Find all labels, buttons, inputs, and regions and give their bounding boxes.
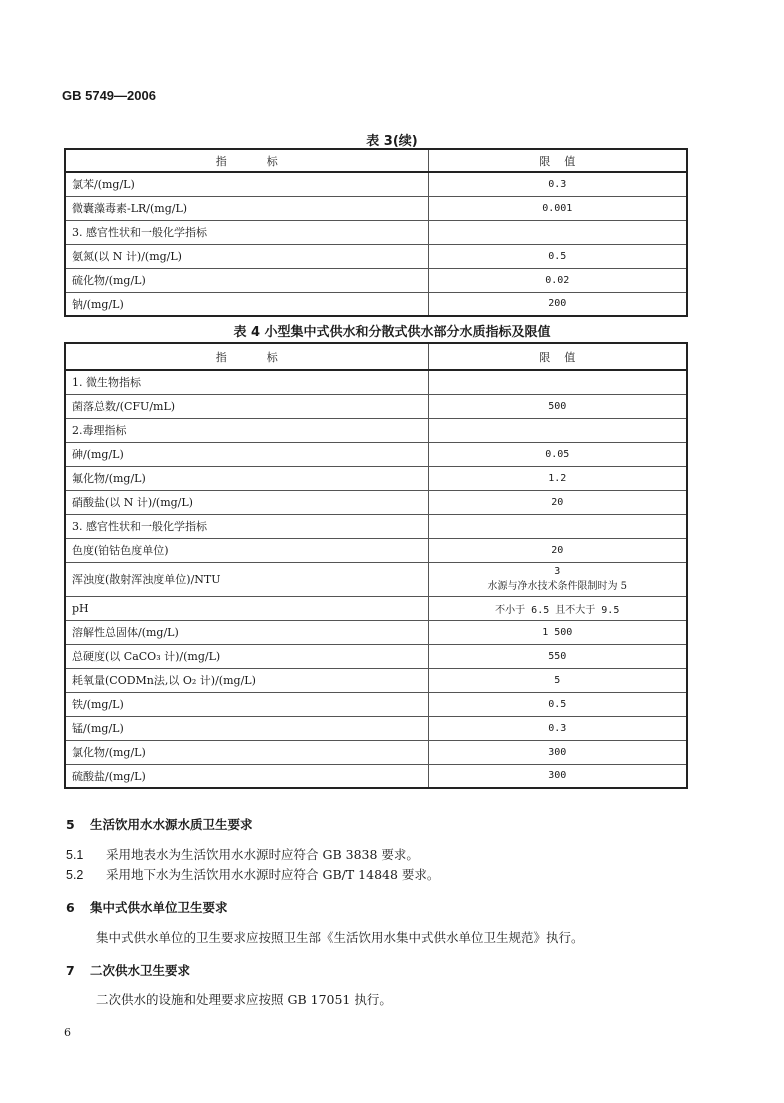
- clause-text: 采用地下水为生活饮用水水源时应符合 GB/T 14848 要求。: [106, 867, 440, 882]
- indicator-cell: 砷/(mg/L): [65, 442, 428, 466]
- limit-cell: 20: [428, 490, 687, 514]
- limit-cell: 0.02: [428, 268, 687, 292]
- standard-number: GB 5749—2006: [62, 88, 156, 103]
- table-row: [65, 740, 687, 764]
- table-row: [65, 538, 687, 562]
- table-row: [65, 244, 687, 268]
- indicator-cell: 菌落总数/(CFU/mL): [65, 394, 428, 418]
- table-row: [65, 668, 687, 692]
- table-row: [65, 562, 687, 596]
- limit-cell: [428, 418, 687, 442]
- table-section-row: [65, 418, 687, 442]
- table-section-row: [65, 514, 687, 538]
- limit-cell: 0.5: [428, 244, 687, 268]
- limit-cell: 0.3: [428, 172, 687, 196]
- limit-note: 水源与净水技术条件限制时为 5: [487, 581, 628, 592]
- table-row: [65, 764, 687, 788]
- indicator-cell: 硝酸盐(以 N 计)/(mg/L): [65, 490, 428, 514]
- clause-5-2: [66, 865, 439, 883]
- clause-number: 5.1: [66, 848, 84, 862]
- indicator-cell: 氯苯/(mg/L): [65, 172, 428, 196]
- limit-cell: 300: [428, 764, 687, 788]
- limit-cell: 200: [428, 292, 687, 316]
- limit-cell: 0.5: [428, 692, 687, 716]
- limit-cell: 1.2: [428, 466, 687, 490]
- indicator-cell: pH: [65, 596, 428, 620]
- indicator-cell: 耗氧量(CODMn法,以 O₂ 计)/(mg/L): [65, 668, 428, 692]
- table4-col-indicator: 指标: [65, 343, 428, 370]
- section-number: 5: [66, 817, 75, 832]
- limit-cell: 1 500: [428, 620, 687, 644]
- limit-cell: [428, 514, 687, 538]
- indicator-cell: 总硬度(以 CaCO₃ 计)/(mg/L): [65, 644, 428, 668]
- table-row: [65, 692, 687, 716]
- indicator-cell: 钠/(mg/L): [65, 292, 428, 316]
- limit-value: 3: [554, 566, 561, 577]
- section-number: 6: [66, 900, 75, 915]
- limit-cell: 500: [428, 394, 687, 418]
- indicator-cell: 铁/(mg/L): [65, 692, 428, 716]
- section-6-text: 集中式供水单位的卫生要求应按照卫生部《生活饮用水集中式供水单位卫生规范》执行。: [96, 930, 584, 945]
- page-number: 6: [64, 1026, 71, 1039]
- table-row: [65, 292, 687, 316]
- limit-cell: [428, 370, 687, 394]
- indicator-cell: 氟化物/(mg/L): [65, 466, 428, 490]
- table3-col-limit: 限值: [428, 149, 687, 172]
- table-row: [65, 466, 687, 490]
- limit-cell: [428, 220, 687, 244]
- section-7-heading: [66, 961, 190, 979]
- indicator-cell: 2.毒理指标: [65, 418, 428, 442]
- table-row: [65, 644, 687, 668]
- indicator-cell: 硫化物/(mg/L): [65, 268, 428, 292]
- section-6-heading: [66, 898, 228, 916]
- section-title: 集中式供水单位卫生要求: [90, 900, 228, 915]
- table3-col-indicator: 指标: [65, 149, 428, 172]
- limit-cell: [428, 562, 687, 596]
- limit-cell: 0.001: [428, 196, 687, 220]
- table3-caption: 表 3(续): [366, 134, 418, 149]
- limit-cell: 0.05: [428, 442, 687, 466]
- limit-cell: 5: [428, 668, 687, 692]
- indicator-cell: 硫酸盐/(mg/L): [65, 764, 428, 788]
- indicator-cell: 氯化物/(mg/L): [65, 740, 428, 764]
- table3: [64, 148, 688, 317]
- indicator-cell: 锰/(mg/L): [65, 716, 428, 740]
- section-number: 7: [66, 963, 75, 978]
- indicator-cell: 色度(铂钴色度单位): [65, 538, 428, 562]
- table-row: [65, 716, 687, 740]
- indicator-cell: 3. 感官性状和一般化学指标: [65, 220, 428, 244]
- limit-cell: 0.3: [428, 716, 687, 740]
- table-row: [65, 172, 687, 196]
- section-title: 二次供水卫生要求: [90, 963, 191, 978]
- table-row: [65, 490, 687, 514]
- table-row: [65, 442, 687, 466]
- section-7-text: 二次供水的设施和处理要求应按照 GB 17051 执行。: [96, 992, 392, 1007]
- table4: [64, 342, 688, 789]
- table-row: [65, 196, 687, 220]
- limit-cell: 20: [428, 538, 687, 562]
- limit-cell: 不小于 6.5 且不大于 9.5: [428, 596, 687, 620]
- table-section-row: [65, 370, 687, 394]
- clause-number: 5.2: [66, 868, 84, 882]
- indicator-cell: 微囊藻毒素-LR/(mg/L): [65, 196, 428, 220]
- table-section-row: [65, 220, 687, 244]
- limit-cell: 550: [428, 644, 687, 668]
- section-title: 生活饮用水水源水质卫生要求: [90, 817, 253, 832]
- indicator-cell: 1. 微生物指标: [65, 370, 428, 394]
- indicator-cell: 溶解性总固体/(mg/L): [65, 620, 428, 644]
- table-row: [65, 394, 687, 418]
- indicator-cell: 3. 感官性状和一般化学指标: [65, 514, 428, 538]
- indicator-cell: 氨氮(以 N 计)/(mg/L): [65, 244, 428, 268]
- table-row: [65, 620, 687, 644]
- indicator-cell: 浑浊度(散射浑浊度单位)/NTU: [65, 562, 428, 596]
- table-row: [65, 268, 687, 292]
- section-5-heading: [66, 815, 253, 833]
- limit-cell: 300: [428, 740, 687, 764]
- table-row: [65, 596, 687, 620]
- clause-5-1: [66, 845, 419, 863]
- table4-col-limit: 限值: [428, 343, 687, 370]
- clause-text: 采用地表水为生活饮用水水源时应符合 GB 3838 要求。: [106, 847, 419, 862]
- table4-caption: 表 4 小型集中式供水和分散式供水部分水质指标及限值: [233, 325, 551, 340]
